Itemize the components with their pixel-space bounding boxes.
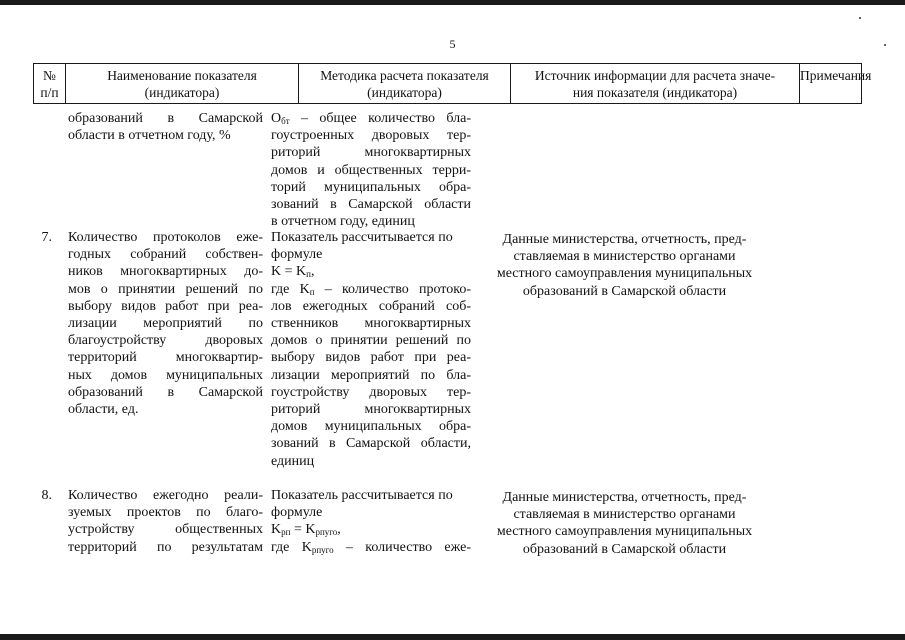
row-continued-method: $О_{бт}$ – общее количество бла- гоустроенных дворовых тер- риторий многоквартирных домов и общественных терри- торий муниципальных обра- зований в Самарской области в отчетном году, единиц bbox=[271, 111, 471, 230]
row-continued-indicator-name: образований в Самарской области в отчетном году, % bbox=[68, 111, 263, 144]
row-8-source: Данные министерства, отчетность, пред- ставляемая в министерство органами местного самоуправления муниципальных образований в Самарской области bbox=[496, 490, 753, 557]
row-7-method: Показатель рассчитывается по формуле $K = K_п$, где $K_п$ – количество протоко- лов ежегодных собраний соб- ственников многоквартирных домов о принятии решений по выбору видов работ при реа- лизации мероприятий по бла- гоустройству дворовых тер- риторий многоквартирных домов муниципальных обра- зований в Самарской области, единиц bbox=[271, 230, 471, 469]
scan-speck bbox=[859, 17, 861, 19]
header-number: № п/п bbox=[33, 63, 66, 104]
header-notes: Примечания bbox=[800, 63, 862, 104]
top-border bbox=[0, 0, 905, 5]
row-8-method: Показатель рассчитывается по формуле $K_{рп} = K_{рпуго}$, где $K_{рпуго}$ – количество еже- bbox=[271, 488, 471, 555]
row-7-source: Данные министерства, отчетность, пред- ставляемая в министерство органами местного самоуправления муниципальных образований в Самарской области bbox=[496, 232, 753, 299]
row-8-indicator-name: Количество ежегодно реали- зуемых проектов по благо- устройству общественных территорий по результатам bbox=[68, 488, 263, 555]
page-number: 5 bbox=[449, 37, 456, 51]
row-7-indicator-name: Количество протоколов еже- годных собраний собствен- ников многоквартирных до- мов о принятии решений по выбору видов работ при реа- лизации мероприятий по благоустройству дворовых территорий многоквартир- ных домов муниципальных образований в Самарской области, ед. bbox=[68, 230, 263, 418]
header-indicator-name: Наименование показателя (индикатора) bbox=[66, 63, 299, 104]
table-header bbox=[33, 63, 872, 105]
bottom-border bbox=[0, 634, 905, 640]
header-calculation-method: Методика расчета показателя (индикатора) bbox=[299, 63, 511, 104]
header-information-source: Источник информации для расчета значе- ния показателя (индикатора) bbox=[511, 63, 800, 104]
row-8-number: 8. bbox=[41, 488, 52, 503]
row-7-number: 7. bbox=[41, 230, 52, 245]
